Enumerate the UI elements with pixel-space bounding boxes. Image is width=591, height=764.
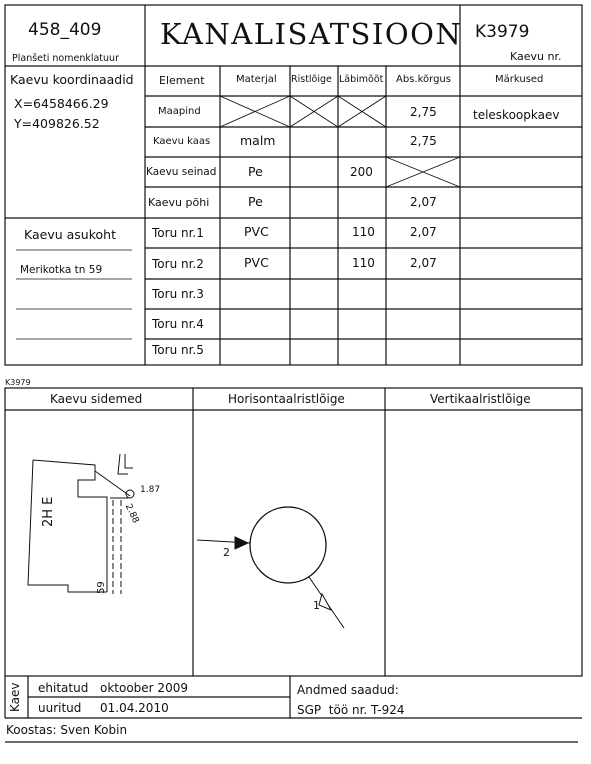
column-header-abs-height: Abs.kõrgus [396,74,451,85]
footer-side-label: Kaev [8,682,22,712]
coordinate-x: X=6458466.29 [14,96,109,111]
element-cell: Maapind [158,106,201,117]
element-cell: Kaevu põhi [148,196,210,209]
diameter-cell: 200 [350,165,373,179]
location-label: Kaevu asukoht [24,227,116,242]
page-title: KANALISATSIOON [160,17,463,51]
abs-height-cell: 2,07 [410,225,437,239]
surveyed-label: uuritud [38,701,82,715]
location-value: Merikotka tn 59 [20,264,103,276]
element-cell: Toru nr.1 [152,226,204,240]
surveyed-value: 01.04.2010 [100,701,169,715]
abs-height-cell: 2,07 [410,195,437,209]
abs-height-cell: 2,75 [410,105,437,119]
column-header-diameter: Läbimõõt [339,74,384,85]
data-source-label: Andmed saadud: [297,683,399,697]
house-number-label: 59 [96,581,107,594]
dimension-label-2: 2.88 [122,502,141,525]
well-number-label: Kaevu nr. [510,50,562,63]
drawing-tag: K3979 [5,378,31,387]
diameter-cell: 110 [352,225,375,239]
well-number: K3979 [475,22,530,42]
element-cell: Kaevu seinad [146,166,217,178]
dimension-label-1: 1.87 [140,485,161,495]
material-cell: Pe [248,164,263,179]
sheet-number-label: Planšeti nomenklatuur [12,53,119,64]
data-source-value: SGP töö nr. T-924 [297,703,405,717]
built-value: oktoober 2009 [100,681,188,695]
element-cell: Toru nr.3 [152,287,204,301]
column-header-element: Element [159,74,205,87]
material-cell: malm [240,133,276,148]
element-cell: Kaevu kaas [153,136,211,147]
coordinates-label: Kaevu koordinaadid [10,72,134,87]
panel-title-horizontal: Horisontaalristlõige [228,392,345,406]
element-cell: Toru nr.4 [152,317,204,331]
column-header-material: Materjal [236,74,277,85]
element-cell: Toru nr.5 [152,343,204,357]
built-label: ehitatud [38,681,89,695]
panel-title-vertical: Vertikaalristlõige [430,392,531,406]
coordinate-y: Y=409826.52 [14,116,100,131]
element-cell: Toru nr.2 [152,257,204,271]
diameter-cell: 110 [352,256,375,270]
material-cell: Pe [248,194,263,209]
panel-title-connections: Kaevu sidemed [50,392,143,406]
column-header-cross-section: Ristlõige [291,74,332,85]
abs-height-cell: 2,75 [410,134,437,148]
building-label: 2H E [41,496,56,527]
column-header-notes: Märkused [495,74,544,85]
notes-cell: teleskoopkaev [473,108,560,122]
pipe-label-1: 1 [313,599,320,612]
compiled-by: Koostas: Sven Kobin [6,723,128,737]
sheet-number: 458_409 [28,20,102,40]
pipe-label-2: 2 [223,546,230,559]
material-cell: PVC [244,224,269,239]
abs-height-cell: 2,07 [410,256,437,270]
material-cell: PVC [244,255,269,270]
